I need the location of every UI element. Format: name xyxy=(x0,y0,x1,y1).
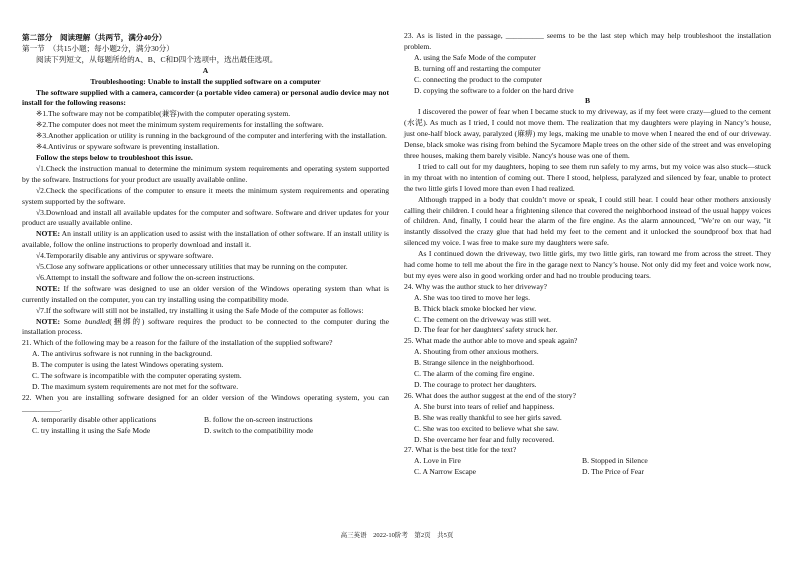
q22-option-a: A. temporarily disable other applications xyxy=(32,414,157,424)
q22-option-b: B. follow the on-screen instructions xyxy=(204,414,313,424)
passage-intro: The software supplied with a camera, camcorder (a portable video camera) or personal audio device may not install for the following reasons: xyxy=(22,87,389,108)
note-3-text-a: Some xyxy=(60,316,85,326)
q24-option-c: C. The cement on the driveway was still wet. xyxy=(414,314,551,324)
q22-options-row-2 xyxy=(22,426,389,437)
q21-option-a: A. The antivirus software is not running in the background. xyxy=(32,349,213,359)
q26-option-a: A. She burst into tears of relief and happiness. xyxy=(414,401,555,411)
part-title: 第二部分 阅读理解（共两节，满分40分） xyxy=(22,33,167,42)
note-1-label: NOTE: xyxy=(36,229,61,239)
q23-option-a: A. using the Safe Mode of the computer xyxy=(414,52,536,62)
reason-3: ※3.Another application or utility is running in the background of the computer and interfering with the installation. xyxy=(36,131,387,141)
step-1: √1.Check the instruction manual to determine the minimum system requirements and operating system supported by the software. Instructions for your product are usually available online. xyxy=(22,163,389,184)
q27-options-row-1 xyxy=(404,456,771,467)
note-2 xyxy=(22,284,389,306)
q27-options-row-2 xyxy=(404,467,771,478)
q21-option-d: D. The maximum system requirements are not met for the software. xyxy=(32,382,239,391)
reason-4: ※4.Antivirus or spyware software is preventing installation. xyxy=(36,142,220,152)
q21-option-b: B. The computer is using the latest Windows operating system. xyxy=(32,360,224,370)
question-24: 24. Why was the author stuck to her driveway? xyxy=(404,281,548,291)
section-heading: 第一节 （共15小题；每小题2分，满分30分） xyxy=(22,43,174,53)
note-1 xyxy=(22,229,389,251)
q23-option-c: C. connecting the product to the computer xyxy=(414,74,543,84)
q27-option-a: A. Love in Fire xyxy=(414,456,461,466)
q22-option-d: D. switch to the compatibility mode xyxy=(204,425,314,435)
passage-letter-b: B xyxy=(584,96,591,106)
q27-option-c: C. A Narrow Escape xyxy=(414,467,476,477)
q25-option-d: D. The courage to protect her daughters. xyxy=(414,380,537,389)
q26-option-c: C. She was too excited to believe what she saw. xyxy=(414,423,559,433)
q25-option-a: A. Shouting from other anxious mothers. xyxy=(414,347,539,357)
right-column xyxy=(404,31,771,478)
story-paragraph-1: I discovered the power of fear when I became stuck to my driveway, as if my feet were crazy—glued to the cement (水泥). As much as I tried, I could not move them. The realization that my daughters were playing in Nancy’s house, just one-half block away, paralyzed (麻痹) my legs, making me unable to move when I neared the end of our driveway. Dense, black smoke was rising from behind the Sycamore Maple trees on the other side of the street and was enveloping three houses, making them barely visible. Nancy's house was one of them. xyxy=(404,107,771,160)
question-25: 25. What made the author able to move and speak again? xyxy=(404,336,578,346)
note-2-label: NOTE: xyxy=(36,283,61,293)
q26-option-b: B. She was really thankful to see her girls saved. xyxy=(414,412,562,422)
q24-option-b: B. Thick black smoke blocked her view. xyxy=(414,303,537,313)
note-3-text-b: (捆绑的) software requires the product to be connected to the computer during the installation process. xyxy=(22,316,389,337)
steps-title: Follow the steps below to troubleshoot this issue. xyxy=(36,152,193,162)
note-3-label: NOTE: xyxy=(36,316,61,326)
story-paragraph-4: As I continued down the driveway, two little girls, my two little girls, ran toward me from across the street. They had come home to tell me about the fire in the garage next to Nancy’s house. Not only did my feet and voice work now, but my eyes were also in good working order and had no trouble producing tears. xyxy=(404,249,771,280)
q25-option-b: B. Strange silence in the neighborhood. xyxy=(414,358,534,368)
story-paragraph-2: I tried to call out for my daughters, hoping to see them run safely to my arms, but my voice was also stuck—stuck in my throat with no intention of coming out. There I stood, helpless, paralyzed and silenced by fear, unable to protect the two little girls I loved more than even I had realized. xyxy=(404,161,771,193)
q21-option-c: C. The software is incompatible with the computer operating system. xyxy=(32,371,242,381)
q22-option-c: C. try installing it using the Safe Mode xyxy=(32,425,151,435)
left-column xyxy=(22,33,389,437)
note-2-text: If the software was designed to use an older version of the Windows operating system than what is currently installed on the computer, you can try installing using the compatibility mode. xyxy=(22,283,389,304)
page-footer: 高三英语 2022-10阶考 第2页 共5页 xyxy=(340,532,454,539)
q27-option-d: D. The Price of Fear xyxy=(582,467,645,477)
step-4: √4.Temporarily disable any antivirus or spyware software. xyxy=(36,251,214,261)
q27-option-b: B. Stopped in Silence xyxy=(582,456,648,466)
step-2: √2.Check the specifications of the computer to ensure it meets the minimum system requirements and operating system supported by the software. xyxy=(22,185,389,206)
reason-2: ※2.The computer does not meet the minimum system requirements for installing the software. xyxy=(36,120,324,130)
question-22: 22. When you are installing software designed for an older version of the Windows operating system, you can __________. xyxy=(22,392,389,413)
q23-option-d: D. copying the software to a folder on the hard drive xyxy=(414,85,574,95)
step-5: √5.Close any software applications or other unnecessary utilities that may be running on the computer. xyxy=(36,262,348,272)
reason-1: ※1.The software may not be compatible(兼容)with the computer operating system. xyxy=(36,109,291,119)
note-3-italic: bundled xyxy=(84,316,110,326)
q23-option-b: B. turning off and restarting the computer xyxy=(414,63,541,73)
note-1-text: An install utility is an application used to assist with the installation of other software. If an install utility is available, follow the online instructions to properly download and install it. xyxy=(22,229,389,250)
q24-option-d: D. The fear for her daughters' safety struck her. xyxy=(414,325,558,335)
instruction: 阅读下列短文，从每题所给的A、B、C和D四个选项中，选出最佳选项。 xyxy=(36,54,278,64)
q24-option-a: A. She was too tired to move her legs. xyxy=(414,292,530,302)
q26-option-d: D. She overcame her fear and fully recovered. xyxy=(414,434,555,444)
step-6: √6.Attempt to install the software and follow the on-screen instructions. xyxy=(36,272,255,282)
q25-option-c: C. The alarm of the coming fire engine. xyxy=(414,369,535,379)
q22-options-row-1 xyxy=(22,415,389,426)
question-21: 21. Which of the following may be a reason for the failure of the installation of the supplied software? xyxy=(22,338,333,348)
passage-letter-a: A xyxy=(202,65,209,75)
question-23: 23. As is listed in the passage, __________ seems to be the last step which may help troubleshoot the installation problem. xyxy=(404,31,771,51)
story-paragraph-3: Although trapped in a body that couldn’t move or speak, I could still hear. I could hear other mothers anxiously calling their children. I could hear a frightening silence that covered the neighborhood instead of the usual happy voices of children. And, finally, I could hear the alarm of the fire engine. As the alarm announced, "We’re on our way, "it instantly dissolved the crazy glue that had held my feet to the cement and it unlocked the soundproof box that had silenced my voice. I was free to make sure my daughters were safe. xyxy=(404,194,771,248)
question-26: 26. What does the author suggest at the end of the story? xyxy=(404,390,576,400)
step-3: √3.Download and install all available updates for the computer and software. Software and driver updates for your product are usually available online. xyxy=(22,207,389,228)
question-27: 27. What is the best title for the text? xyxy=(404,445,517,455)
passage-title: Troubleshooting: Unable to install the supplied software on a computer xyxy=(90,76,321,86)
note-3 xyxy=(22,317,389,339)
step-7: √7.If the software will still not be installed, try installing it using the Safe Mode of the computer as follows: xyxy=(36,305,364,315)
